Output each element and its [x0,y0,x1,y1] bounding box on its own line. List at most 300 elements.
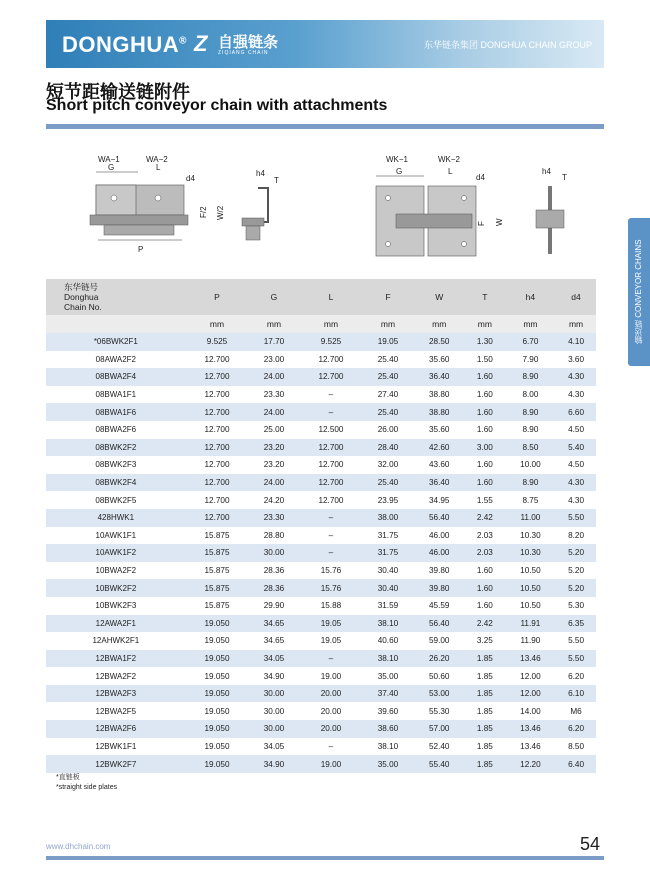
value-cell: 28.80 [248,527,299,545]
value-cell: 19.050 [186,685,249,703]
value-cell: 40.60 [362,632,413,650]
unit-g: mm [248,315,299,333]
value-cell: 1.85 [465,720,505,738]
value-cell: 25.40 [362,474,413,492]
table-row [46,562,596,580]
value-cell: 34.90 [248,667,299,685]
value-cell: 8.90 [505,474,556,492]
value-cell: 15.76 [300,579,363,597]
value-cell: 6.20 [556,720,596,738]
page-title-en: Short pitch conveyor chain with attachments [46,97,388,114]
table-row [46,720,596,738]
value-cell: 28.40 [362,439,413,457]
value-cell: 30.40 [362,562,413,580]
value-cell: 56.40 [414,615,465,633]
value-cell: 28.36 [248,562,299,580]
chain-no-cell: 10BWA2F2 [46,562,186,580]
value-cell: 31.75 [362,544,413,562]
value-cell: 1.60 [465,562,505,580]
value-cell: 13.46 [505,720,556,738]
value-cell: 10.50 [505,597,556,615]
unit-h4: mm [505,315,556,333]
value-cell: 38.60 [362,720,413,738]
value-cell: M6 [556,702,596,720]
value-cell: 10.50 [505,579,556,597]
value-cell: 8.00 [505,386,556,404]
value-cell: 2.42 [465,509,505,527]
value-cell: 12.00 [505,685,556,703]
chain-no-cell: 12BWK1F1 [46,738,186,756]
value-cell: 19.050 [186,650,249,668]
label-w: W [495,218,504,226]
value-cell: 27.40 [362,386,413,404]
value-cell: – [300,386,363,404]
value-cell: 4.30 [556,386,596,404]
value-cell: 6.60 [556,403,596,421]
value-cell: 23.95 [362,491,413,509]
value-cell: 15.875 [186,597,249,615]
value-cell: 15.875 [186,562,249,580]
value-cell: – [300,650,363,668]
value-cell: 24.00 [248,474,299,492]
value-cell: 25.40 [362,368,413,386]
chain-no-cell: 10AWK1F1 [46,527,186,545]
label-wk1: WK−1 [386,155,409,164]
value-cell: 39.60 [362,702,413,720]
value-cell: 1.85 [465,702,505,720]
value-cell: 12.700 [186,491,249,509]
header-d4: d4 [556,279,596,315]
value-cell: 38.10 [362,650,413,668]
header-w: W [414,279,465,315]
value-cell: 15.88 [300,597,363,615]
title-divider [46,124,604,129]
value-cell: 50.60 [414,667,465,685]
value-cell: 1.60 [465,368,505,386]
value-cell: 12.700 [300,351,363,369]
chain-no-cell: 12AWA2F1 [46,615,186,633]
value-cell: 38.80 [414,403,465,421]
value-cell: 34.65 [248,615,299,633]
value-cell: 15.76 [300,562,363,580]
group-name: 东华链条集团 DONGHUA CHAIN GROUP [423,40,592,50]
table-row [46,403,596,421]
chain-no-cell: 12AHWK2F1 [46,632,186,650]
value-cell: 1.60 [465,403,505,421]
label-w2: W/2 [216,205,225,220]
chain-no-cell: 12BWA1F2 [46,650,186,668]
label-h4-left: h4 [256,169,265,178]
value-cell: 6.35 [556,615,596,633]
table-row [46,702,596,720]
label-d4-right: d4 [476,173,485,182]
value-cell: 8.90 [505,368,556,386]
table-row [46,333,596,351]
value-cell: 38.00 [362,509,413,527]
page-number: 54 [580,834,601,854]
value-cell: 12.700 [186,456,249,474]
value-cell: 3.25 [465,632,505,650]
page-title-cn: 短节距输送链附件 [46,82,190,102]
value-cell: 34.65 [248,632,299,650]
table-header-row [46,279,596,315]
value-cell: 12.700 [186,509,249,527]
value-cell: 17.70 [248,333,299,351]
value-cell: 45.59 [414,597,465,615]
chain-no-cell: 08BWK2F3 [46,456,186,474]
value-cell: 13.46 [505,650,556,668]
header-t: T [465,279,505,315]
value-cell: – [300,738,363,756]
chain-no-cell: 08BWA1F6 [46,403,186,421]
value-cell: 8.50 [505,439,556,457]
value-cell: 38.10 [362,738,413,756]
value-cell: 30.00 [248,702,299,720]
value-cell: 19.050 [186,738,249,756]
value-cell: 14.00 [505,702,556,720]
value-cell: 7.90 [505,351,556,369]
value-cell: 1.60 [465,456,505,474]
table-row [46,386,596,404]
value-cell: 1.85 [465,755,505,773]
value-cell: 55.30 [414,702,465,720]
value-cell: 2.42 [465,615,505,633]
value-cell: 23.20 [248,439,299,457]
table-row [46,632,596,650]
value-cell: 25.00 [248,421,299,439]
brand-logo-mark: Z [194,31,208,56]
value-cell: 1.50 [465,351,505,369]
value-cell: 31.59 [362,597,413,615]
header-p: P [186,279,249,315]
value-cell: 5.50 [556,509,596,527]
value-cell: 9.525 [300,333,363,351]
brand-name: DONGHUA® [62,32,188,57]
value-cell: 19.00 [300,667,363,685]
table-units-row [46,315,596,333]
table-row [46,755,596,773]
value-cell: 34.95 [414,491,465,509]
value-cell: 2.03 [465,527,505,545]
value-cell: 56.40 [414,509,465,527]
value-cell: 36.40 [414,474,465,492]
chain-no-cell: 08BWK2F4 [46,474,186,492]
label-g-left: G [108,163,115,172]
value-cell: 10.00 [505,456,556,474]
wk-attachment-diagram [376,155,567,256]
value-cell: 19.050 [186,632,249,650]
value-cell: 12.700 [300,368,363,386]
value-cell: 12.700 [186,386,249,404]
unit-d4: mm [556,315,596,333]
table-row [46,615,596,633]
value-cell: 4.50 [556,456,596,474]
chain-no-cell: 08BWA2F6 [46,421,186,439]
value-cell: 6.40 [556,755,596,773]
units-blank [46,315,186,333]
value-cell: 5.30 [556,597,596,615]
table-row [46,421,596,439]
label-l-right: L [448,167,453,176]
value-cell: 8.75 [505,491,556,509]
section-side-label: 输送链 CONVEYOR CHAINS [634,239,643,345]
value-cell: 30.40 [362,579,413,597]
value-cell: 15.875 [186,579,249,597]
footnote-cn: *直链板 [56,774,80,781]
value-cell: 1.85 [465,650,505,668]
table-row [46,738,596,756]
value-cell: 12.00 [505,667,556,685]
footnote-en: *straight side plates [56,784,118,791]
value-cell: 20.00 [300,685,363,703]
value-cell: 9.525 [186,333,249,351]
chain-no-cell: *06BWK2F1 [46,333,186,351]
label-f: F [477,221,486,226]
value-cell: 31.75 [362,527,413,545]
value-cell: 19.050 [186,755,249,773]
value-cell: 4.30 [556,474,596,492]
value-cell: 52.40 [414,738,465,756]
value-cell: 26.20 [414,650,465,668]
label-wk2: WK−2 [438,155,461,164]
value-cell: 28.36 [248,579,299,597]
value-cell: 8.90 [505,421,556,439]
label-wa1: WA−1 [98,155,120,164]
label-d4-left: d4 [186,174,195,183]
value-cell: 1.60 [465,579,505,597]
chain-no-cell: 428HWK1 [46,509,186,527]
value-cell: 19.05 [300,632,363,650]
value-cell: 5.40 [556,439,596,457]
website-url: www.dhchain.com [46,842,111,851]
value-cell: 10.30 [505,527,556,545]
value-cell: 10.30 [505,544,556,562]
value-cell: 19.05 [300,615,363,633]
value-cell: 12.700 [300,439,363,457]
value-cell: – [300,527,363,545]
value-cell: 37.40 [362,685,413,703]
chain-no-cell: 08BWA2F4 [46,368,186,386]
value-cell: 23.00 [248,351,299,369]
chain-no-cell: 10BWK2F3 [46,597,186,615]
value-cell: 25.40 [362,351,413,369]
table-row [46,685,596,703]
value-cell: 1.85 [465,738,505,756]
value-cell: 4.30 [556,491,596,509]
value-cell: 39.80 [414,562,465,580]
table-row [46,368,596,386]
value-cell: 1.85 [465,667,505,685]
value-cell: 12.700 [186,421,249,439]
footer-divider [46,856,604,860]
value-cell: 29.90 [248,597,299,615]
value-cell: 30.00 [248,685,299,703]
table-row [46,491,596,509]
unit-f: mm [362,315,413,333]
value-cell: 24.00 [248,403,299,421]
table-row [46,456,596,474]
value-cell: 15.875 [186,544,249,562]
spec-table-body [46,333,596,773]
value-cell: 12.500 [300,421,363,439]
value-cell: 34.05 [248,738,299,756]
table-row [46,351,596,369]
table-row [46,527,596,545]
header-h4: h4 [505,279,556,315]
label-f2: F/2 [199,206,208,218]
value-cell: 19.050 [186,615,249,633]
label-t-right: T [562,173,567,182]
value-cell: 6.70 [505,333,556,351]
unit-p: mm [186,315,249,333]
spec-table [46,279,596,773]
value-cell: 53.00 [414,685,465,703]
value-cell: 30.00 [248,544,299,562]
value-cell: 8.90 [505,403,556,421]
value-cell: 26.00 [362,421,413,439]
section-side-tab [628,218,650,366]
value-cell: 55.40 [414,755,465,773]
value-cell: 57.00 [414,720,465,738]
value-cell: 6.10 [556,685,596,703]
value-cell: 19.050 [186,702,249,720]
value-cell: 1.85 [465,685,505,703]
unit-l: mm [300,315,363,333]
chain-no-cell: 12BWA2F5 [46,702,186,720]
value-cell: 1.60 [465,597,505,615]
value-cell: 15.875 [186,527,249,545]
value-cell: 20.00 [300,702,363,720]
value-cell: 10.50 [505,562,556,580]
label-wa2: WA−2 [146,155,168,164]
value-cell: 13.46 [505,738,556,756]
table-row [46,544,596,562]
chain-no-cell: 12BWK2F7 [46,755,186,773]
value-cell: 43.60 [414,456,465,474]
chain-no-cell: 10BWK2F2 [46,579,186,597]
label-h4-right: h4 [542,167,551,176]
brand-name-cn: 自强链条 [218,34,279,51]
value-cell: 38.80 [414,386,465,404]
chain-no-cell: 10AWK1F2 [46,544,186,562]
value-cell: 19.00 [300,755,363,773]
value-cell: 2.03 [465,544,505,562]
value-cell: 23.30 [248,509,299,527]
table-row [46,439,596,457]
value-cell: 5.50 [556,650,596,668]
value-cell: 1.60 [465,421,505,439]
value-cell: 30.00 [248,720,299,738]
unit-t: mm [465,315,505,333]
value-cell: 12.700 [186,403,249,421]
value-cell: 3.60 [556,351,596,369]
value-cell: 32.00 [362,456,413,474]
value-cell: 11.00 [505,509,556,527]
table-row [46,597,596,615]
value-cell: 35.00 [362,755,413,773]
unit-w: mm [414,315,465,333]
value-cell: 4.50 [556,421,596,439]
value-cell: 19.05 [362,333,413,351]
value-cell: 19.050 [186,667,249,685]
value-cell: – [300,509,363,527]
chain-no-cell: 12BWA2F6 [46,720,186,738]
value-cell: 1.60 [465,474,505,492]
brand-subtitle: ZIQIANG CHAIN [218,50,269,56]
value-cell: 42.60 [414,439,465,457]
value-cell: 39.80 [414,579,465,597]
value-cell: 12.700 [300,456,363,474]
value-cell: 4.10 [556,333,596,351]
value-cell: 8.50 [556,738,596,756]
value-cell: 34.05 [248,650,299,668]
header-l: L [300,279,363,315]
header-g: G [248,279,299,315]
value-cell: – [300,544,363,562]
table-row [46,667,596,685]
value-cell: 1.60 [465,386,505,404]
label-l-left: L [156,163,161,172]
chain-no-cell: 08AWA2F2 [46,351,186,369]
value-cell: 12.700 [300,474,363,492]
value-cell: 35.60 [414,421,465,439]
chain-no-cell: 08BWK2F5 [46,491,186,509]
value-cell: 1.55 [465,491,505,509]
value-cell: 20.00 [300,720,363,738]
chain-no-cell: 08BWA1F1 [46,386,186,404]
value-cell: 12.700 [300,491,363,509]
value-cell: 23.30 [248,386,299,404]
value-cell: 25.40 [362,403,413,421]
value-cell: 59.00 [414,632,465,650]
value-cell: 36.40 [414,368,465,386]
value-cell: 1.30 [465,333,505,351]
value-cell: 12.700 [186,351,249,369]
label-t-left: T [274,176,279,185]
value-cell: 11.91 [505,615,556,633]
attachment-diagrams [46,140,604,270]
value-cell: 12.700 [186,474,249,492]
chain-no-cell: 08BWK2F2 [46,439,186,457]
footnotes [56,773,117,793]
header-f: F [362,279,413,315]
value-cell: 5.20 [556,544,596,562]
value-cell: 28.50 [414,333,465,351]
value-cell: 4.30 [556,368,596,386]
value-cell: 6.20 [556,667,596,685]
wa-attachment-diagram [90,155,279,254]
value-cell: 12.20 [505,755,556,773]
value-cell: 11.90 [505,632,556,650]
value-cell: 24.00 [248,368,299,386]
chain-no-cell: 12BWA2F2 [46,667,186,685]
value-cell: 5.50 [556,632,596,650]
value-cell: 35.60 [414,351,465,369]
value-cell: 12.700 [186,368,249,386]
table-row [46,474,596,492]
chain-no-cell: 12BWA2F3 [46,685,186,703]
table-row [46,509,596,527]
value-cell: 12.700 [186,439,249,457]
value-cell: 46.00 [414,544,465,562]
value-cell: – [300,403,363,421]
header-banner [46,20,604,68]
value-cell: 5.20 [556,579,596,597]
table-row [46,579,596,597]
value-cell: 46.00 [414,527,465,545]
value-cell: 35.00 [362,667,413,685]
value-cell: 23.20 [248,456,299,474]
